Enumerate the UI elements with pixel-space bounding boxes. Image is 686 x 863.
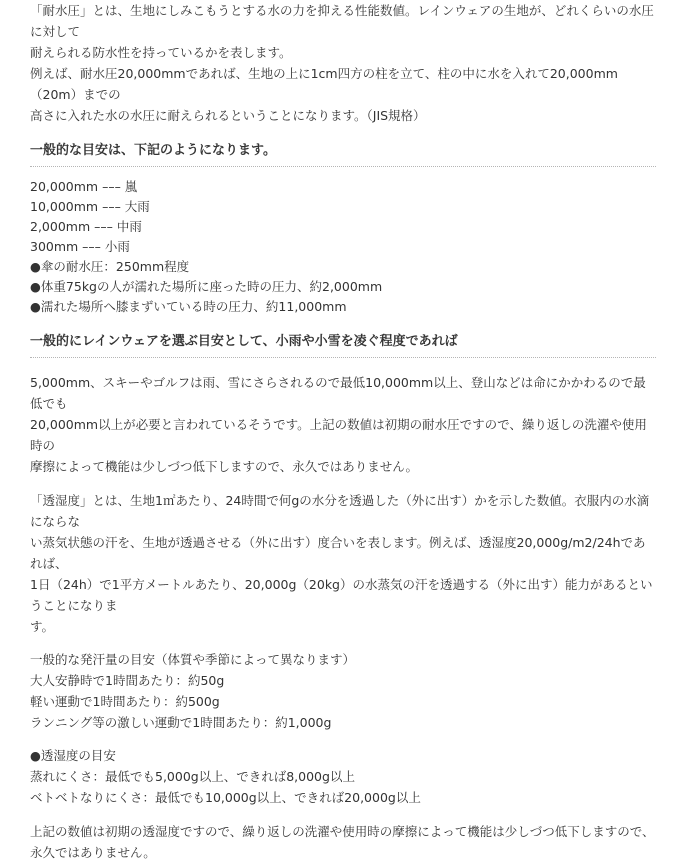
section-heading-guide: 一般的な目安は、下記のようになります。 bbox=[30, 142, 656, 167]
guide-item: ●体重75kgの人が濡れた場所に座った時の圧力、約2,000mm bbox=[30, 279, 383, 294]
final-line: 永久ではありません。 bbox=[30, 845, 156, 860]
section-heading-choose: 一般的にレインウェアを選ぶ目安として、小雨や小雪を凌ぐ程度であれば bbox=[30, 333, 656, 358]
sweat-line: ランニング等の激しい運動で1時間あたり：約1,000g bbox=[30, 715, 332, 730]
choose-paragraph bbox=[30, 372, 656, 477]
choose-line: 5,000mm、スキーやゴルフは雨、雪にさらされるので最低10,000mm以上、登山などは命にかかわるので最低でも bbox=[30, 375, 646, 411]
breathability-paragraph bbox=[30, 490, 656, 637]
breathability-guide-list bbox=[30, 745, 656, 808]
breath-line: い蒸気状態の汗を、生地が透過させる（外に出す）度合いを表します。例えば、透湿度20,000g/m2/24hであれば、 bbox=[30, 535, 646, 571]
breath-guide-line: ●透湿度の目安 bbox=[30, 748, 116, 763]
intro-line: 「耐水圧」とは、生地にしみこもうとする水の力を抑える性能数値。レインウェアの生地が、どれくらいの水圧に対して bbox=[30, 3, 654, 39]
intro-line: 高さに入れた水の水圧に耐えられるということになります。（JIS規格） bbox=[30, 108, 426, 123]
sweat-line: 一般的な発汗量の目安（体質や季節によって異なります） bbox=[30, 652, 356, 667]
breath-line: 「透湿度」とは、生地1㎡あたり、24時間で何gの水分を透過した（外に出す）かを示した数値。衣服内の水滴にならな bbox=[30, 493, 650, 529]
breath-line: す。 bbox=[30, 619, 55, 634]
sweat-line: 大人安静時で1時間あたり：約50g bbox=[30, 673, 225, 688]
guide-item: 300mm ––– 小雨 bbox=[30, 239, 130, 254]
guide-item: ●傘の耐水圧：250mm程度 bbox=[30, 259, 190, 274]
intro-paragraph bbox=[30, 0, 656, 126]
breath-line: 1日（24h）で1平方メートルあたり、20,000g（20kg）の水蒸気の汗を透過する（外に出す）能力があるということになりま bbox=[30, 577, 653, 613]
guide-item: ●濡れた場所へ膝まずいている時の圧力、約11,000mm bbox=[30, 299, 347, 314]
intro-line: 耐えられる防水性を持っているかを表します。 bbox=[30, 45, 292, 60]
guide-item: 20,000mm ––– 嵐 bbox=[30, 179, 138, 194]
breath-guide-line: ベトベトなりにくさ：最低でも10,000g以上、できれば20,000g以上 bbox=[30, 790, 421, 805]
sweat-line: 軽い運動で1時間あたり：約500g bbox=[30, 694, 220, 709]
final-paragraph bbox=[30, 821, 656, 863]
choose-line: 20,000mm以上が必要と言われているそうです。上記の数値は初期の耐水圧ですので、繰り返しの洗濯や使用時の bbox=[30, 417, 647, 453]
intro-line: 例えば、耐水圧20,000mmであれば、生地の上に1cm四方の柱を立て、柱の中に水を入れて20,000mm（20m）までの bbox=[30, 66, 618, 102]
breath-guide-line: 蒸れにくさ：最低でも5,000g以上、できれば8,000g以上 bbox=[30, 769, 355, 784]
water-pressure-guide-list bbox=[30, 177, 656, 317]
guide-item: 10,000mm ––– 大雨 bbox=[30, 199, 150, 214]
sweat-guide-list bbox=[30, 649, 656, 733]
choose-line: 摩擦によって機能は少しづつ低下しますので、永久ではありません。 bbox=[30, 459, 419, 474]
final-line: 上記の数値は初期の透湿度ですので、繰り返しの洗濯や使用時の摩擦によって機能は少しづつ低下しますので、 bbox=[30, 824, 655, 839]
guide-item: 2,000mm ––– 中雨 bbox=[30, 219, 142, 234]
